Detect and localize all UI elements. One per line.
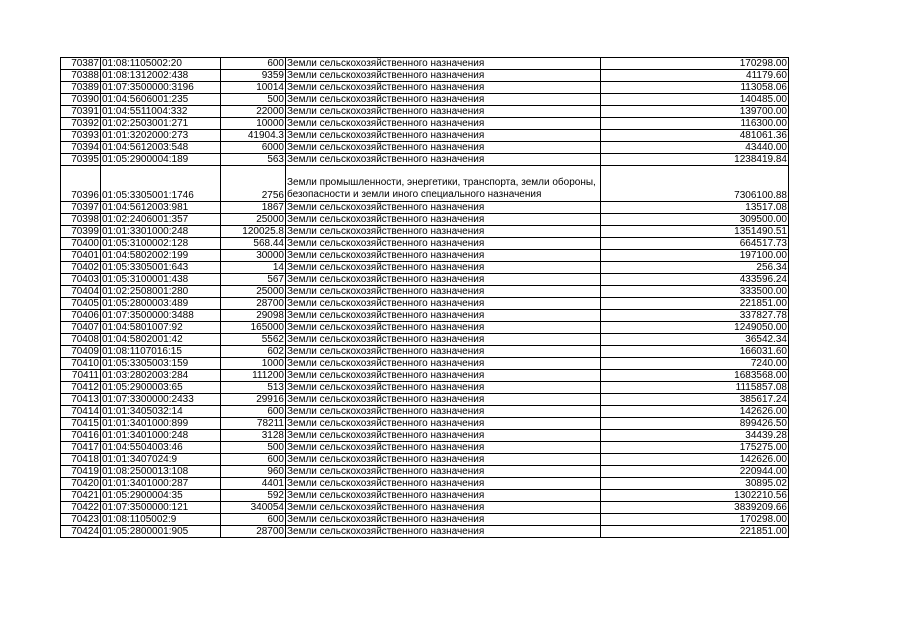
cadastral-value-cell: 197100.00: [601, 250, 789, 262]
area-cell: 165000: [221, 322, 286, 334]
area-cell: 10014: [221, 82, 286, 94]
cadastral-value-cell: 433596.24: [601, 274, 789, 286]
cadastral-value-cell: 116300.00: [601, 118, 789, 130]
land-category-cell: Земли сельскохозяйственного назначения: [286, 478, 601, 490]
cadastral-number-cell: 01:04:5504003:46: [101, 442, 221, 454]
record-id-cell: 70412: [61, 382, 101, 394]
land-category-cell: Земли сельскохозяйственного назначения: [286, 286, 601, 298]
cadastral-number-cell: 01:05:3305001:1746: [101, 166, 221, 202]
table-row: [61, 238, 789, 250]
cadastral-value-cell: 139700.00: [601, 106, 789, 118]
land-category-cell: Земли сельскохозяйственного назначения: [286, 70, 601, 82]
cadastral-value-cell: 1249050.00: [601, 322, 789, 334]
cadastral-value-cell: 385617.24: [601, 394, 789, 406]
cadastral-value-cell: 43440.00: [601, 142, 789, 154]
table-row: [61, 466, 789, 478]
record-id-cell: 70403: [61, 274, 101, 286]
record-id-cell: 70422: [61, 502, 101, 514]
table-row: [61, 478, 789, 490]
record-id-cell: 70416: [61, 430, 101, 442]
cadastral-number-cell: 01:05:2900003:65: [101, 382, 221, 394]
table-row: [61, 154, 789, 166]
table-row: [61, 202, 789, 214]
area-cell: 568.44: [221, 238, 286, 250]
record-id-cell: 70411: [61, 370, 101, 382]
area-cell: 5562: [221, 334, 286, 346]
cadastral-value-cell: 140485.00: [601, 94, 789, 106]
area-cell: 600: [221, 514, 286, 526]
cadastral-value-cell: 30895.02: [601, 478, 789, 490]
cadastral-number-cell: 01:07:3500000:3488: [101, 310, 221, 322]
cadastral-number-cell: 01:08:2500013:108: [101, 466, 221, 478]
cadastral-number-cell: 01:05:2900004:189: [101, 154, 221, 166]
cadastral-number-cell: 01:02:2508001:280: [101, 286, 221, 298]
record-id-cell: 70410: [61, 358, 101, 370]
cadastral-number-cell: 01:01:3407024:9: [101, 454, 221, 466]
record-id-cell: 70395: [61, 154, 101, 166]
land-category-cell: Земли сельскохозяйственного назначения: [286, 202, 601, 214]
cadastral-number-cell: 01:04:5511004:332: [101, 106, 221, 118]
table-row: [61, 310, 789, 322]
table-row: [61, 334, 789, 346]
cadastral-number-cell: 01:01:3202000:273: [101, 130, 221, 142]
cadastral-value-cell: 142626.00: [601, 454, 789, 466]
record-id-cell: 70414: [61, 406, 101, 418]
land-records-table: [60, 57, 789, 538]
land-category-cell: Земли сельскохозяйственного назначения: [286, 82, 601, 94]
cadastral-value-cell: 166031.60: [601, 346, 789, 358]
land-category-cell: Земли сельскохозяйственного назначения: [286, 406, 601, 418]
cadastral-value-cell: 221851.00: [601, 526, 789, 538]
area-cell: 602: [221, 346, 286, 358]
record-id-cell: 70398: [61, 214, 101, 226]
land-category-cell: Земли сельскохозяйственного назначения: [286, 310, 601, 322]
cadastral-number-cell: 01:05:3305001:643: [101, 262, 221, 274]
table-row: [61, 58, 789, 70]
cadastral-number-cell: 01:04:5802001:42: [101, 334, 221, 346]
area-cell: 567: [221, 274, 286, 286]
land-category-cell: Земли сельскохозяйственного назначения: [286, 226, 601, 238]
land-category-cell: Земли сельскохозяйственного назначения: [286, 238, 601, 250]
area-cell: 25000: [221, 214, 286, 226]
land-category-cell: Земли сельскохозяйственного назначения: [286, 454, 601, 466]
area-cell: 4401: [221, 478, 286, 490]
area-cell: 340054: [221, 502, 286, 514]
area-cell: 600: [221, 58, 286, 70]
cadastral-value-cell: 175275.00: [601, 442, 789, 454]
area-cell: 500: [221, 442, 286, 454]
area-cell: 30000: [221, 250, 286, 262]
record-id-cell: 70417: [61, 442, 101, 454]
land-category-cell: Земли сельскохозяйственного назначения: [286, 430, 601, 442]
area-cell: 29916: [221, 394, 286, 406]
land-category-cell: Земли сельскохозяйственного назначения: [286, 370, 601, 382]
land-category-cell: Земли сельскохозяйственного назначения: [286, 442, 601, 454]
cadastral-number-cell: 01:07:3500000:121: [101, 502, 221, 514]
land-category-cell: Земли сельскохозяйственного назначения: [286, 214, 601, 226]
record-id-cell: 70393: [61, 130, 101, 142]
table-row: [61, 262, 789, 274]
cadastral-value-cell: 309500.00: [601, 214, 789, 226]
cadastral-value-cell: 3839209.66: [601, 502, 789, 514]
area-cell: 563: [221, 154, 286, 166]
record-id-cell: 70420: [61, 478, 101, 490]
cadastral-number-cell: 01:07:3300000:2433: [101, 394, 221, 406]
record-id-cell: 70387: [61, 58, 101, 70]
table-row: [61, 250, 789, 262]
land-category-cell: Земли сельскохозяйственного назначения: [286, 274, 601, 286]
land-category-cell: Земли сельскохозяйственного назначения: [286, 262, 601, 274]
area-cell: 28700: [221, 526, 286, 538]
area-cell: 22000: [221, 106, 286, 118]
table-row: [61, 70, 789, 82]
area-cell: 1000: [221, 358, 286, 370]
land-category-cell: Земли сельскохозяйственного назначения: [286, 142, 601, 154]
table-row: [61, 274, 789, 286]
record-id-cell: 70407: [61, 322, 101, 334]
cadastral-value-cell: 142626.00: [601, 406, 789, 418]
record-id-cell: 70391: [61, 106, 101, 118]
cadastral-value-cell: 170298.00: [601, 58, 789, 70]
land-category-cell: Земли сельскохозяйственного назначения: [286, 154, 601, 166]
land-category-cell: Земли сельскохозяйственного назначения: [286, 298, 601, 310]
cadastral-value-cell: 1238419.84: [601, 154, 789, 166]
table-row: [61, 394, 789, 406]
table-row: [61, 454, 789, 466]
table-row: [61, 406, 789, 418]
cadastral-number-cell: 01:05:2800003:489: [101, 298, 221, 310]
table-row: [61, 118, 789, 130]
area-cell: 3128: [221, 430, 286, 442]
record-id-cell: 70424: [61, 526, 101, 538]
cadastral-value-cell: 333500.00: [601, 286, 789, 298]
land-category-cell: Земли сельскохозяйственного назначения: [286, 418, 601, 430]
area-cell: 960: [221, 466, 286, 478]
record-id-cell: 70394: [61, 142, 101, 154]
land-category-cell: Земли сельскохозяйственного назначения: [286, 526, 601, 538]
land-category-cell: Земли промышленности, энергетики, транспорта, земли обороны, безопасности и земли иного специального назначения: [286, 166, 601, 202]
table-row: [61, 502, 789, 514]
cadastral-value-cell: 170298.00: [601, 514, 789, 526]
cadastral-number-cell: 01:03:2802003:284: [101, 370, 221, 382]
record-id-cell: 70400: [61, 238, 101, 250]
cadastral-number-cell: 01:05:3100001:438: [101, 274, 221, 286]
cadastral-value-cell: 7240.00: [601, 358, 789, 370]
cadastral-value-cell: 899426.50: [601, 418, 789, 430]
table-row: [61, 430, 789, 442]
table-row: [61, 142, 789, 154]
record-id-cell: 70413: [61, 394, 101, 406]
cadastral-value-cell: 221851.00: [601, 298, 789, 310]
land-category-cell: Земли сельскохозяйственного назначения: [286, 118, 601, 130]
cadastral-value-cell: 7306100.88: [601, 166, 789, 202]
area-cell: 25000: [221, 286, 286, 298]
land-category-cell: Земли сельскохозяйственного назначения: [286, 466, 601, 478]
cadastral-value-cell: 1683568.00: [601, 370, 789, 382]
record-id-cell: 70409: [61, 346, 101, 358]
area-cell: 2756: [221, 166, 286, 202]
cadastral-number-cell: 01:08:1312002:438: [101, 70, 221, 82]
area-cell: 1867: [221, 202, 286, 214]
cadastral-number-cell: 01:01:3301000:248: [101, 226, 221, 238]
record-id-cell: 70415: [61, 418, 101, 430]
cadastral-number-cell: 01:04:5612003:981: [101, 202, 221, 214]
cadastral-number-cell: 01:05:2900004:35: [101, 490, 221, 502]
table-row: [61, 346, 789, 358]
land-category-cell: Земли сельскохозяйственного назначения: [286, 250, 601, 262]
cadastral-number-cell: 01:02:2406001:357: [101, 214, 221, 226]
record-id-cell: 70405: [61, 298, 101, 310]
record-id-cell: 70397: [61, 202, 101, 214]
cadastral-value-cell: 34439.28: [601, 430, 789, 442]
cadastral-value-cell: 113058.06: [601, 82, 789, 94]
land-category-cell: Земли сельскохозяйственного назначения: [286, 358, 601, 370]
land-category-cell: Земли сельскохозяйственного назначения: [286, 106, 601, 118]
area-cell: 500: [221, 94, 286, 106]
area-cell: 6000: [221, 142, 286, 154]
cadastral-number-cell: 01:01:3405032:14: [101, 406, 221, 418]
cadastral-value-cell: 1115857.08: [601, 382, 789, 394]
cadastral-number-cell: 01:01:3401000:899: [101, 418, 221, 430]
land-category-cell: Земли сельскохозяйственного назначения: [286, 382, 601, 394]
area-cell: 9359: [221, 70, 286, 82]
land-category-cell: Земли сельскохозяйственного назначения: [286, 334, 601, 346]
table-row: [61, 226, 789, 238]
record-id-cell: 70390: [61, 94, 101, 106]
cadastral-number-cell: 01:08:1105002:9: [101, 514, 221, 526]
land-category-cell: Земли сельскохозяйственного назначения: [286, 490, 601, 502]
cadastral-number-cell: 01:05:2800001:905: [101, 526, 221, 538]
area-cell: 10000: [221, 118, 286, 130]
cadastral-number-cell: 01:08:1107016:15: [101, 346, 221, 358]
area-cell: 513: [221, 382, 286, 394]
cadastral-value-cell: 36542.34: [601, 334, 789, 346]
table-row: [61, 382, 789, 394]
record-id-cell: 70408: [61, 334, 101, 346]
table-row: [61, 82, 789, 94]
cadastral-value-cell: 220944.00: [601, 466, 789, 478]
table-row: [61, 358, 789, 370]
table-row: [61, 322, 789, 334]
land-category-cell: Земли сельскохозяйственного назначения: [286, 514, 601, 526]
table-row: [61, 370, 789, 382]
cadastral-number-cell: 01:04:5612003:548: [101, 142, 221, 154]
record-id-cell: 70401: [61, 250, 101, 262]
cadastral-number-cell: 01:02:2503001:271: [101, 118, 221, 130]
record-id-cell: 70402: [61, 262, 101, 274]
area-cell: 600: [221, 454, 286, 466]
record-id-cell: 70421: [61, 490, 101, 502]
cadastral-value-cell: 337827.78: [601, 310, 789, 322]
area-cell: 78211: [221, 418, 286, 430]
record-id-cell: 70399: [61, 226, 101, 238]
record-id-cell: 70418: [61, 454, 101, 466]
cadastral-value-cell: 13517.08: [601, 202, 789, 214]
record-id-cell: 70404: [61, 286, 101, 298]
table-row: [61, 298, 789, 310]
cadastral-value-cell: 664517.73: [601, 238, 789, 250]
area-cell: 111200: [221, 370, 286, 382]
land-category-cell: Земли сельскохозяйственного назначения: [286, 58, 601, 70]
table-row: [61, 166, 789, 202]
area-cell: 29098: [221, 310, 286, 322]
land-category-cell: Земли сельскохозяйственного назначения: [286, 130, 601, 142]
cadastral-number-cell: 01:04:5606001:235: [101, 94, 221, 106]
area-cell: 120025.8: [221, 226, 286, 238]
table-row: [61, 214, 789, 226]
table-body: [61, 58, 789, 538]
table-row: [61, 514, 789, 526]
table-row: [61, 106, 789, 118]
cadastral-number-cell: 01:01:3401000:248: [101, 430, 221, 442]
area-cell: 14: [221, 262, 286, 274]
table-row: [61, 130, 789, 142]
cadastral-value-cell: 41179.60: [601, 70, 789, 82]
land-category-cell: Земли сельскохозяйственного назначения: [286, 322, 601, 334]
cadastral-value-cell: 481061.36: [601, 130, 789, 142]
table-row: [61, 526, 789, 538]
cadastral-value-cell: 1351490.51: [601, 226, 789, 238]
table-row: [61, 94, 789, 106]
table-row: [61, 490, 789, 502]
land-category-cell: Земли сельскохозяйственного назначения: [286, 346, 601, 358]
area-cell: 600: [221, 406, 286, 418]
area-cell: 28700: [221, 298, 286, 310]
cadastral-number-cell: 01:05:3305003:159: [101, 358, 221, 370]
land-category-cell: Земли сельскохозяйственного назначения: [286, 502, 601, 514]
table-row: [61, 286, 789, 298]
record-id-cell: 70423: [61, 514, 101, 526]
cadastral-number-cell: 01:07:3500000:3196: [101, 82, 221, 94]
cadastral-number-cell: 01:01:3401000:287: [101, 478, 221, 490]
cadastral-value-cell: 256.34: [601, 262, 789, 274]
record-id-cell: 70419: [61, 466, 101, 478]
record-id-cell: 70396: [61, 166, 101, 202]
cadastral-number-cell: 01:05:3100002:128: [101, 238, 221, 250]
cadastral-value-cell: 1302210.56: [601, 490, 789, 502]
record-id-cell: 70389: [61, 82, 101, 94]
record-id-cell: 70392: [61, 118, 101, 130]
land-category-cell: Земли сельскохозяйственного назначения: [286, 394, 601, 406]
record-id-cell: 70406: [61, 310, 101, 322]
area-cell: 41904.3: [221, 130, 286, 142]
table-row: [61, 418, 789, 430]
cadastral-number-cell: 01:04:5801007:92: [101, 322, 221, 334]
cadastral-number-cell: 01:08:1105002:20: [101, 58, 221, 70]
area-cell: 592: [221, 490, 286, 502]
table-row: [61, 442, 789, 454]
record-id-cell: 70388: [61, 70, 101, 82]
cadastral-number-cell: 01:04:5802002:199: [101, 250, 221, 262]
land-category-cell: Земли сельскохозяйственного назначения: [286, 94, 601, 106]
